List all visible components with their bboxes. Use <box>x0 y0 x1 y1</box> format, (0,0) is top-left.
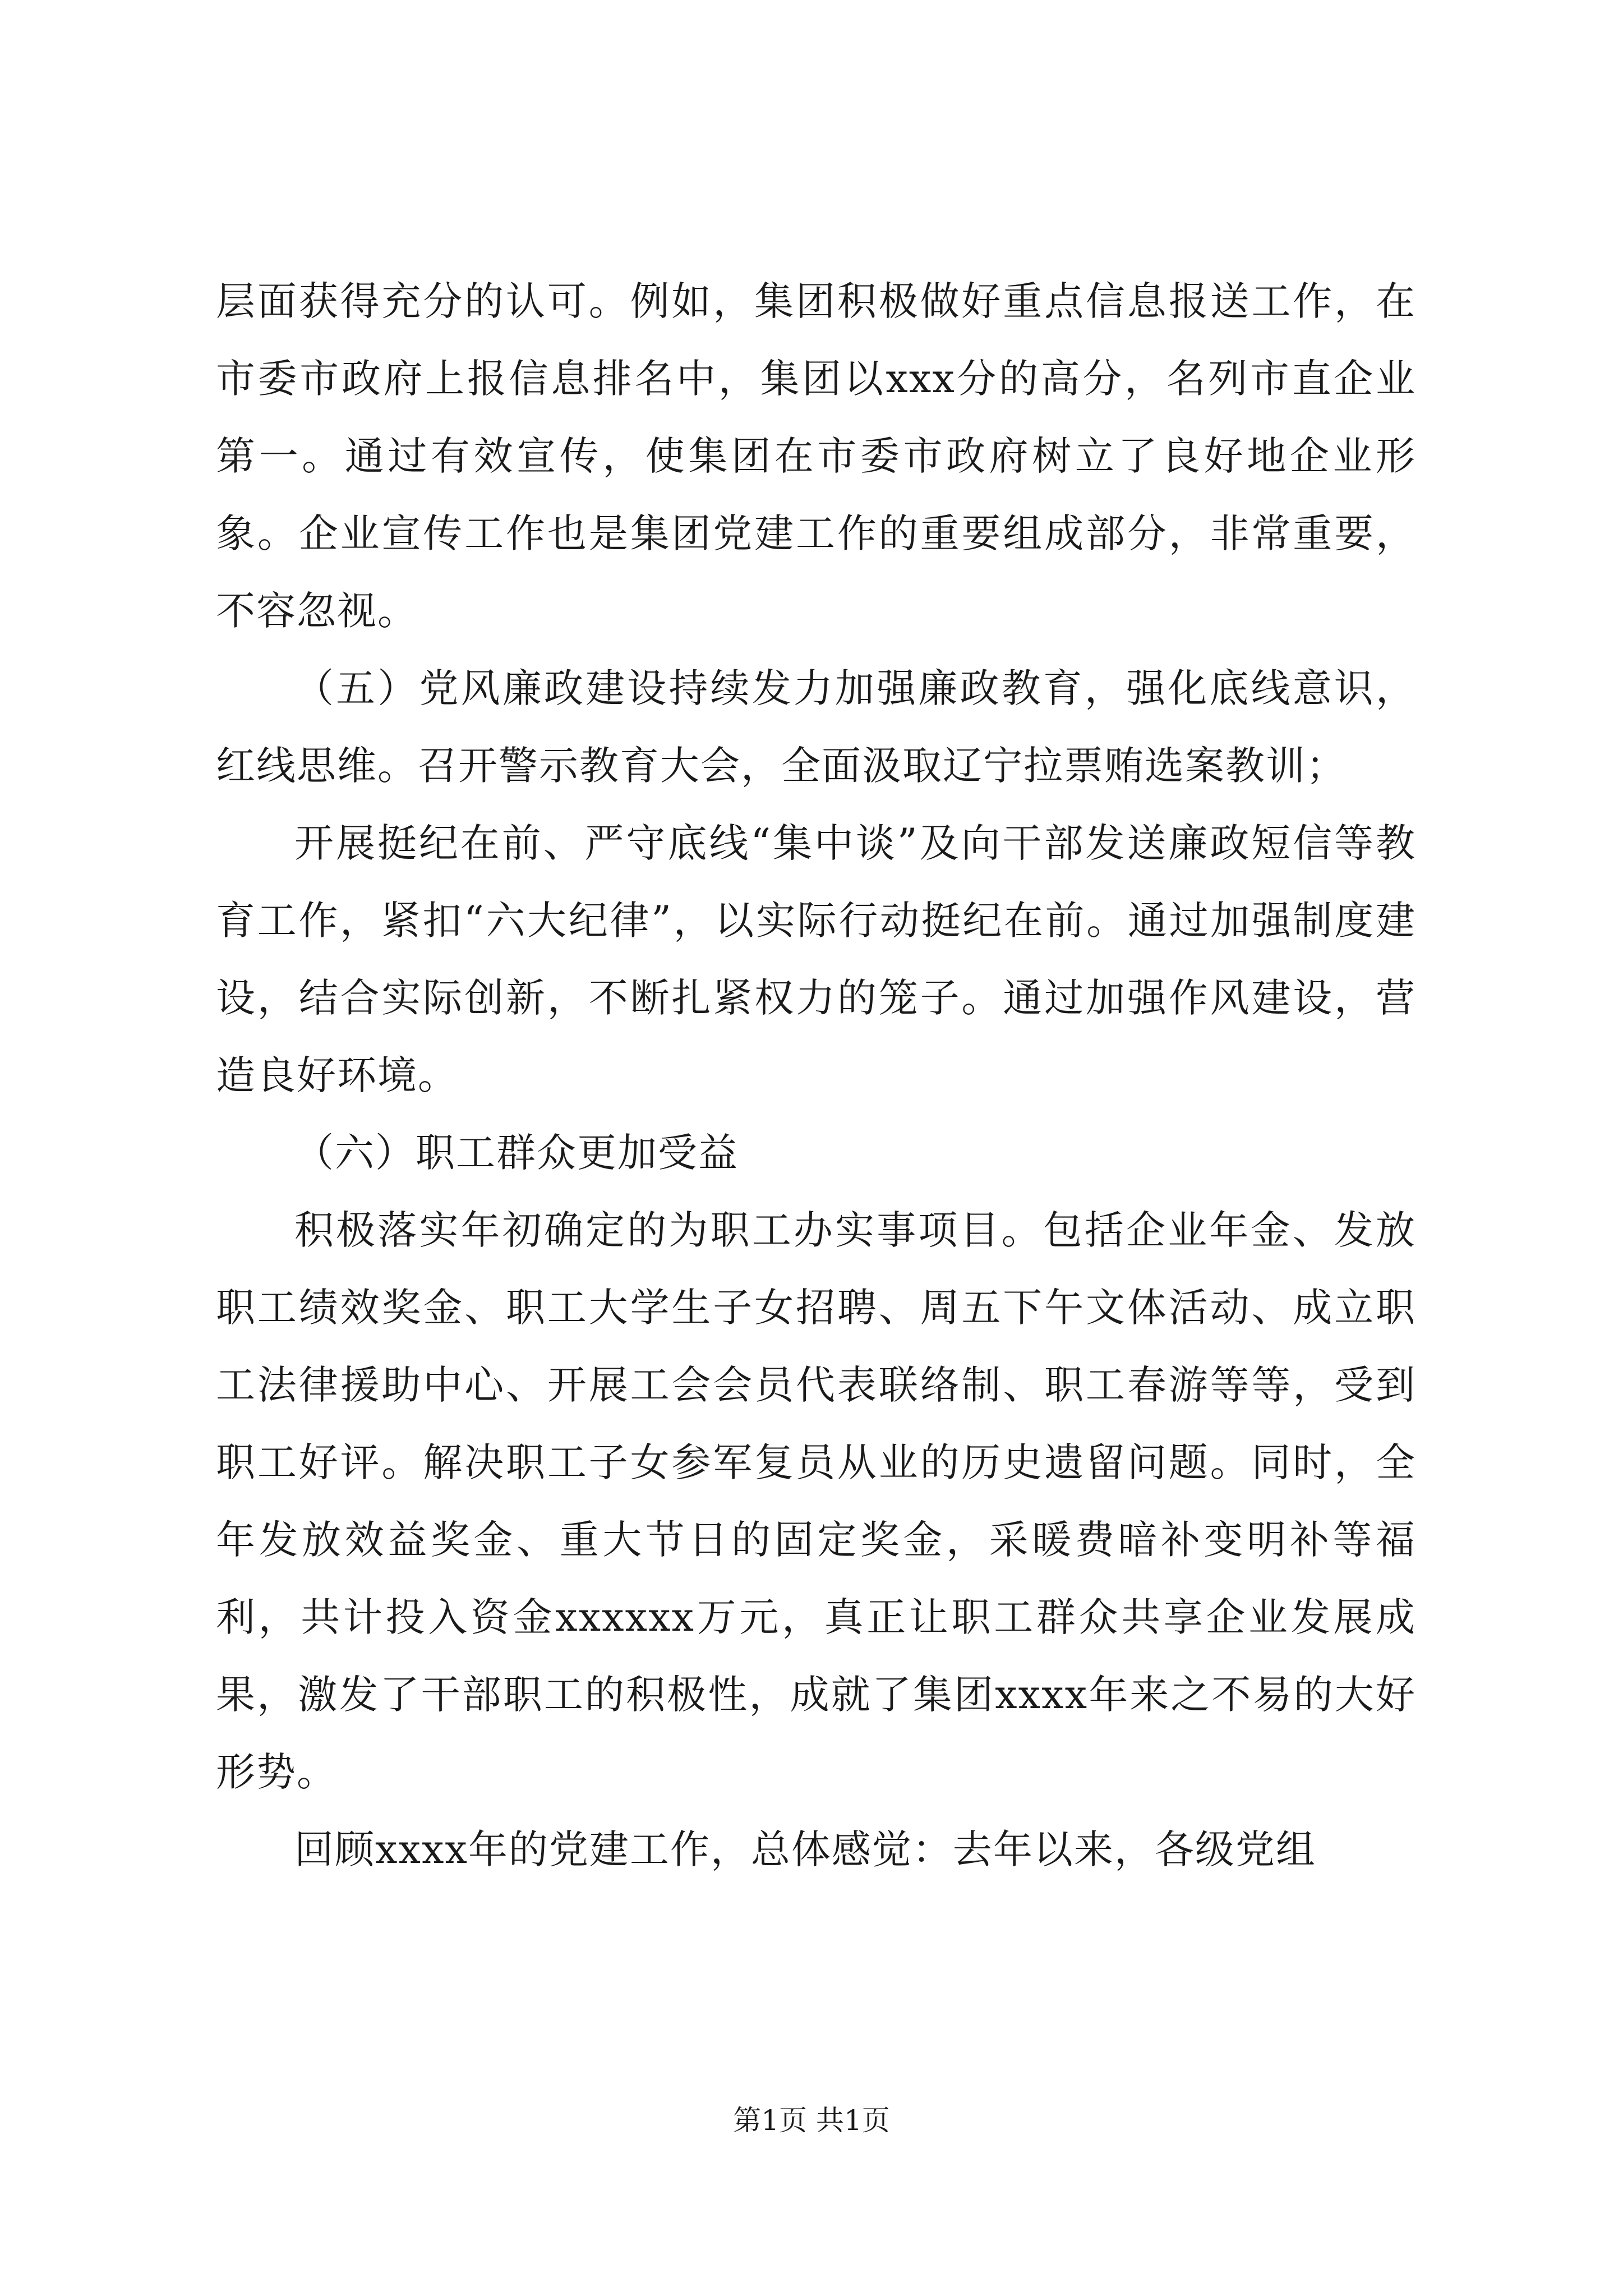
paragraph-1: 层面获得充分的认可。例如，集团积极做好重点信息报送工作，在市委市政府上报信息排名中，集团以xxx分的高分，名列市直企业第一。通过有效宣传，使集团在市委市政府树立了良好地企业形象。企业宣传工作也是集团党建工作的重要组成部分，非常重要，不容忽视。 <box>216 278 1416 634</box>
page-footer: 第1页 共1页 <box>733 2104 890 2137</box>
paragraph-5: 回顾xxxx年的党建工作，总体感觉：去年以来，各级党组 <box>294 1826 1316 1872</box>
paragraph-3: 开展挺纪在前、严守底线“集中谈”及向干部发送廉政短信等教育工作，紧扣“六大纪律”，以实际行动挺纪在前。通过加强制度建设，结合实际创新，不断扎紧权力的笼子。通过加强作风建设，营造良好环境。 <box>216 820 1416 1098</box>
paragraph-4: 积极落实年初确定的为职工办实事项目。包括企业年金、发放职工绩效奖金、职工大学生子女招聘、周五下午文体活动、成立职工法律援助中心、开展工会会员代表联络制、职工春游等等，受到职工好评。解决职工子女参军复员从业的历史遗留问题。同时，全年发放效益奖金、重大节日的固定奖金，采暖费暗补变明补等福利，共计投入资金xxxxxx万元，真正让职工群众共享企业发展成果，激发了干部职工的积极性，成就了集团xxxx年来之不易的大好形势。 <box>216 1207 1416 1795</box>
paragraph-2: （五）党风廉政建设持续发力加强廉政教育，强化底线意识，红线思维。召开警示教育大会，全面汲取辽宁拉票贿选案教训； <box>216 665 1416 789</box>
section-heading-6: （六）职工群众更加受益 <box>294 1130 739 1176</box>
document-body <box>216 263 1416 1888</box>
